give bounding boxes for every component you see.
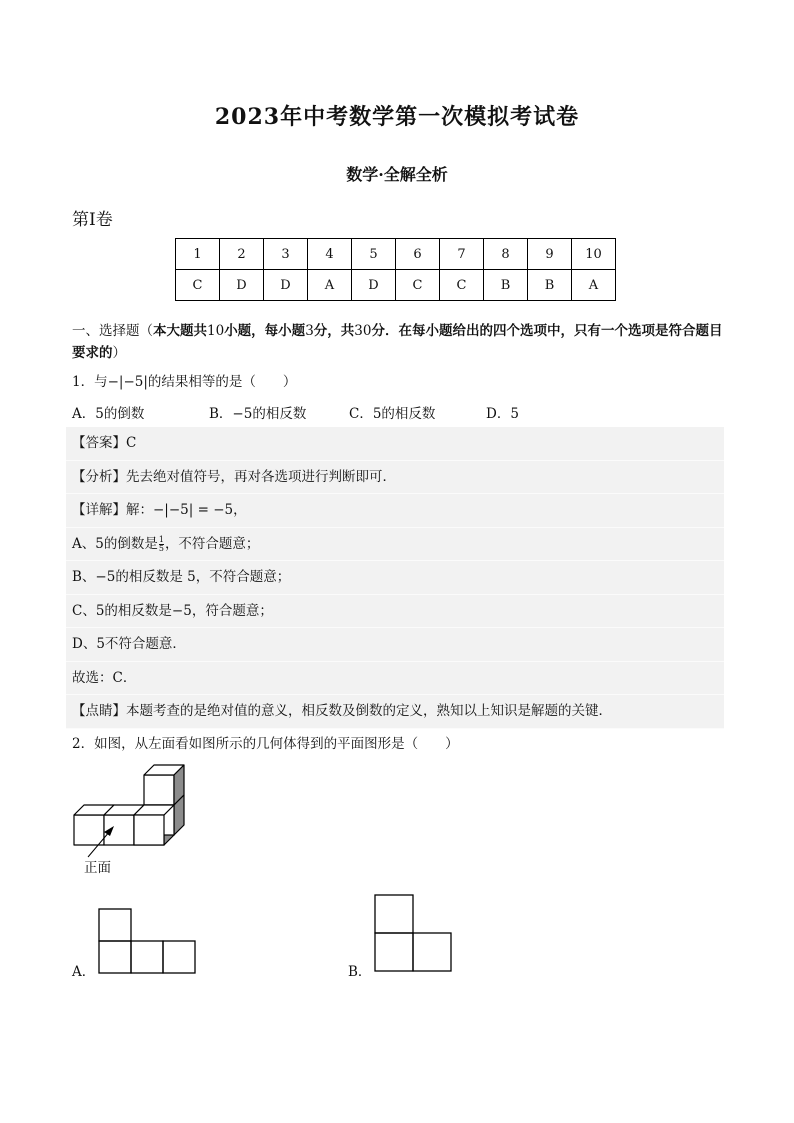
choice-row: 故选：C．	[66, 662, 724, 696]
answer-cell: C	[176, 270, 220, 301]
question-number: 8	[484, 239, 528, 270]
option-a: A．5的倒数	[72, 406, 145, 422]
question-number: 5	[352, 239, 396, 270]
heading-text: ）	[112, 345, 126, 361]
square	[163, 941, 195, 973]
detail-line-d: D、5不符合题意．	[66, 628, 724, 662]
front-label: 正面	[84, 860, 111, 876]
answer-cell: B	[484, 270, 528, 301]
question-2-stem: 2．如图，从左面看如图所示的几何体得到的平面图形是（ ）	[72, 736, 459, 752]
answer-cell: D	[264, 270, 308, 301]
comment-text: 本题考查的是绝对值的意义，相反数及倒数的定义，熟知以上知识是解题的关键．	[126, 703, 612, 719]
square	[413, 933, 451, 971]
answer-table-number-row	[176, 239, 616, 270]
question-number: 6	[396, 239, 440, 270]
question-number: 2	[220, 239, 264, 270]
answer-cell: D	[352, 270, 396, 301]
option-d: D．5	[486, 406, 519, 422]
cube-front-face	[74, 815, 104, 845]
answer-cell: A	[572, 270, 616, 301]
analysis-row	[66, 461, 724, 495]
square	[375, 895, 413, 933]
part-one-heading	[72, 320, 727, 364]
heading-text: 分．在每小题给出的四个选项中，只有一个选项是符合题目要求的	[72, 323, 723, 361]
detail-line-a	[66, 528, 724, 562]
option-a-label: A．	[72, 964, 96, 980]
heading-number: 30	[354, 323, 372, 339]
detail-line-c: C、5的相反数是−5，符合题意；	[66, 595, 724, 629]
answer-table	[175, 238, 616, 301]
question-number: 10	[572, 239, 616, 270]
comment-label: 【点睛】	[72, 703, 126, 719]
question-number: 1	[176, 239, 220, 270]
answer-cell: D	[220, 270, 264, 301]
answer-value: C	[126, 435, 137, 451]
heading-text: 本大题共	[153, 323, 207, 339]
comment-row	[66, 695, 724, 729]
option-c: C．5的相反数	[349, 406, 436, 422]
heading-text: 分，共	[313, 323, 355, 339]
heading-number: 3	[305, 323, 314, 339]
answer-table-answer-row	[176, 270, 616, 301]
line-a-text: ，不符合题意；	[164, 535, 260, 552]
square	[131, 941, 163, 973]
fraction	[159, 536, 164, 553]
page-subtitle: 数学·全解全析	[346, 165, 448, 184]
question-number: 9	[528, 239, 572, 270]
square	[375, 933, 413, 971]
answer-cell: C	[396, 270, 440, 301]
answer-cell: B	[528, 270, 572, 301]
fraction-denominator: 5	[158, 543, 164, 553]
option-b: B．−5的相反数	[209, 406, 307, 422]
page-title: 2023年中考数学第一次模拟考试卷	[214, 104, 580, 130]
heading-number: 10	[207, 323, 225, 339]
detail-line-b: B、−5的相反数是 5，不符合题意；	[66, 561, 724, 595]
cube-front-face	[144, 775, 174, 805]
question-1-options	[72, 402, 519, 422]
heading-text: 一、选择题（	[72, 323, 153, 339]
analysis-label: 【分析】	[72, 468, 126, 485]
detail-row	[66, 494, 724, 528]
answer-cell: C	[440, 270, 484, 301]
question-1-solution	[66, 427, 724, 729]
option-b-label: B．	[348, 964, 372, 980]
section-label: 第Ⅰ卷	[72, 210, 113, 230]
option-a-figure	[96, 906, 198, 976]
question-number: 3	[264, 239, 308, 270]
question-1-stem: 1．与−|−5|的结果相等的是（ ）	[72, 374, 297, 390]
square	[99, 941, 131, 973]
analysis-text: 先去绝对值符号，再对各选项进行判断即可．	[126, 468, 396, 485]
question-number: 7	[440, 239, 484, 270]
option-b-figure	[372, 892, 456, 974]
question-number: 4	[308, 239, 352, 270]
square	[99, 909, 131, 941]
detail-label: 【详解】	[72, 502, 126, 518]
detail-text: 解：−|−5| = −5，	[126, 502, 247, 518]
line-a-text: A、5的倒数是	[72, 535, 158, 552]
answer-row	[66, 427, 724, 461]
cube-front-face	[134, 815, 164, 845]
fraction-numerator: 1	[158, 534, 164, 544]
heading-text: 小题，每小题	[224, 323, 306, 339]
answer-cell: A	[308, 270, 352, 301]
answer-label: 【答案】	[72, 435, 126, 451]
